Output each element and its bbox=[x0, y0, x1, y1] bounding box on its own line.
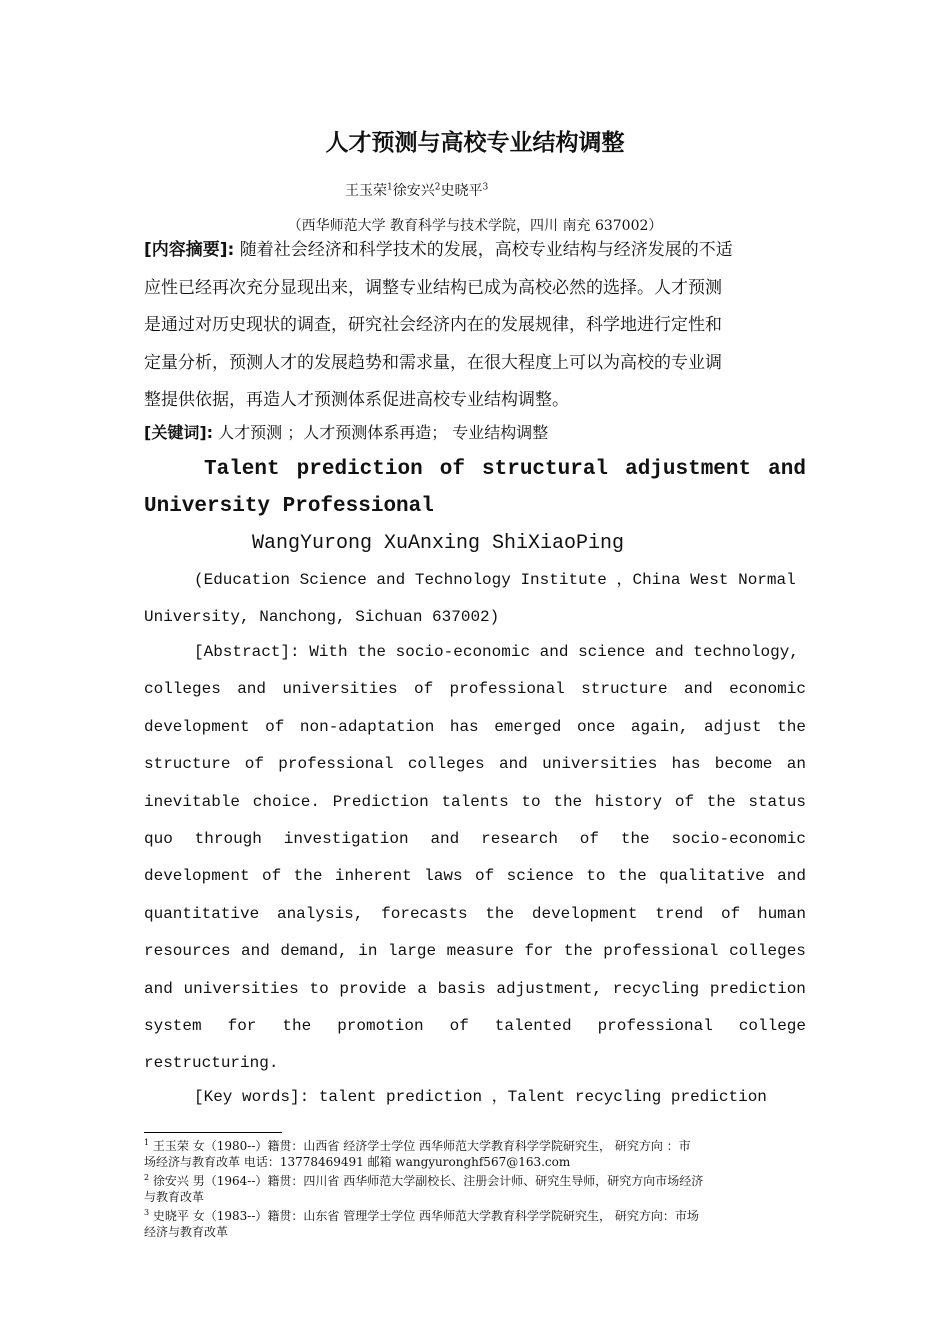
word: quantitative bbox=[144, 904, 260, 923]
word: choice. bbox=[252, 792, 320, 811]
word: trend bbox=[655, 904, 704, 923]
abstract-line bbox=[144, 896, 806, 933]
footnote-mark: 2 bbox=[144, 1173, 150, 1182]
word: the bbox=[777, 717, 806, 736]
word: history bbox=[594, 792, 663, 811]
word: emerged bbox=[494, 717, 562, 736]
abstract-line: 定量分析，预测人才的发展趋势和需求量，在很大程度上可以为高校的专业调 bbox=[144, 352, 722, 373]
word: of bbox=[413, 680, 434, 699]
footnotes bbox=[144, 1135, 806, 1240]
keywords-label-cn: [关键词]: bbox=[144, 423, 214, 442]
abstract-line: 随着社会经济和科学技术的发展，高校专业结构与经济发展的不适 bbox=[239, 240, 733, 260]
word: status bbox=[748, 792, 806, 811]
title-word: structural bbox=[482, 458, 609, 481]
word: to bbox=[586, 867, 606, 886]
abstract-line: restructuring. bbox=[144, 1054, 279, 1073]
title-word: prediction bbox=[296, 458, 423, 481]
word: development bbox=[144, 867, 250, 886]
footnote bbox=[144, 1135, 806, 1155]
abstract-line: 是通过对历史现状的调查，研究社会经济内在的发展规律，科学地进行定性和 bbox=[144, 315, 722, 335]
word: in bbox=[358, 942, 378, 961]
title-word: of bbox=[439, 458, 465, 481]
word: analysis, bbox=[276, 904, 364, 923]
word: recycling bbox=[612, 979, 700, 998]
word: of bbox=[265, 717, 285, 736]
word: of bbox=[474, 867, 495, 886]
word: to bbox=[521, 792, 541, 811]
word: and bbox=[777, 867, 806, 886]
word: non-adaptation bbox=[299, 717, 435, 736]
word: universities bbox=[183, 979, 299, 998]
abstract-line bbox=[144, 933, 806, 970]
word: the bbox=[553, 792, 583, 811]
abstract-line bbox=[144, 709, 806, 746]
keywords-text-cn: 人才预测 ；人才预测体系再造； 专业结构调整 bbox=[218, 423, 549, 442]
affiliation-line: (Education Science and Technology Institute ，China West Normal bbox=[194, 571, 796, 589]
word: promotion bbox=[337, 1017, 424, 1036]
title-word: and bbox=[768, 458, 806, 481]
footnote-mark: 3 bbox=[482, 182, 489, 193]
word: through bbox=[194, 830, 262, 849]
title-word: Talent bbox=[204, 458, 280, 481]
abstract-line bbox=[144, 858, 806, 895]
word: the bbox=[282, 1017, 312, 1036]
word: colleges bbox=[407, 755, 485, 774]
word: talents bbox=[441, 792, 509, 811]
word: the bbox=[293, 867, 323, 886]
footnote-text: 场经济与教育改革 电话：13778469491 邮箱 wangyuronghf567@163.com bbox=[144, 1154, 571, 1169]
author-name: 王玉荣 bbox=[345, 183, 387, 199]
abstract-line bbox=[144, 671, 806, 708]
authors-cn bbox=[345, 180, 488, 200]
word: of bbox=[262, 867, 282, 886]
affiliation-en bbox=[144, 562, 806, 637]
word: has bbox=[449, 717, 479, 736]
word: a bbox=[417, 979, 427, 998]
abstract-line bbox=[144, 784, 806, 821]
abstract-en bbox=[144, 634, 806, 1083]
word: and bbox=[241, 942, 270, 961]
footnote-text: 经济与教育改革 bbox=[144, 1224, 229, 1239]
word: provide bbox=[339, 979, 407, 998]
footnote-text: 史晓平 女（1983--）籍贯：山东省 管理学士学位 西华师范大学教育科学学院研究生， 研究方向：市场 bbox=[152, 1209, 699, 1223]
abstract-line bbox=[144, 821, 806, 858]
paper-title-cn: 人才预测与高校专业结构调整 bbox=[325, 130, 625, 156]
title-en-line bbox=[144, 451, 806, 488]
word: laws bbox=[424, 867, 463, 886]
author-name: 史晓平 bbox=[440, 183, 483, 199]
word: has bbox=[671, 755, 701, 774]
keywords-cn bbox=[144, 414, 806, 452]
word: of bbox=[721, 904, 741, 923]
word: and bbox=[430, 830, 460, 849]
footnote-mark: 1 bbox=[144, 1138, 150, 1147]
word: demand, bbox=[280, 942, 348, 961]
word: development bbox=[531, 904, 638, 923]
word: and bbox=[144, 979, 173, 998]
word: development bbox=[144, 717, 250, 736]
word: college bbox=[738, 1017, 806, 1036]
word: resources bbox=[144, 942, 231, 961]
word: large bbox=[388, 942, 437, 961]
word: professional bbox=[597, 1017, 713, 1036]
word: for bbox=[227, 1017, 257, 1036]
keywords-en bbox=[144, 1079, 806, 1116]
word: professional bbox=[603, 942, 719, 961]
word: colleges bbox=[144, 680, 221, 699]
affiliation-line: University, Nanchong, Sichuan 637002) bbox=[144, 608, 500, 627]
word: structure bbox=[581, 680, 668, 699]
word: once bbox=[576, 717, 616, 736]
word: investigation bbox=[283, 830, 409, 849]
abstract-line: [Abstract]: With the socio-economic and science and technology, bbox=[194, 643, 799, 661]
word: universities bbox=[542, 755, 658, 774]
word: economic bbox=[729, 680, 806, 699]
keywords-line-en: [Key words]: talent prediction ，Talent recycling prediction bbox=[194, 1088, 767, 1106]
word: the bbox=[563, 942, 593, 961]
title-en-line: University Professional bbox=[144, 495, 434, 518]
affiliation-cn: （西华师范大学 教育科学与技术学院，四川 南充 637002） bbox=[287, 218, 663, 234]
word: universities bbox=[282, 680, 398, 699]
word: basis bbox=[437, 979, 486, 998]
word: human bbox=[757, 904, 806, 923]
word: for bbox=[524, 942, 554, 961]
word: qualitative bbox=[659, 867, 765, 886]
footnote-text: 徐安兴 男（1964--）籍贯：四川省 西华师范大学副校长、注册会计师、研究生导师，研究方向市场经济 bbox=[152, 1174, 704, 1188]
word: of bbox=[579, 830, 599, 849]
word: adjustment, bbox=[496, 979, 603, 998]
word: talented bbox=[494, 1017, 572, 1036]
word: quo bbox=[144, 830, 173, 849]
word: socio-economic bbox=[671, 830, 806, 849]
author-name: 徐安兴 bbox=[392, 183, 435, 199]
word: and bbox=[683, 680, 713, 699]
word: professional bbox=[278, 755, 394, 774]
word: an bbox=[786, 755, 806, 774]
word: the bbox=[620, 830, 650, 849]
abstract-line: 应性已经再次充分显现出来，调整专业结构已成为高校必然的选择。人才预测 bbox=[144, 277, 722, 298]
word: adjust bbox=[704, 717, 762, 736]
word: become bbox=[714, 755, 773, 774]
word: of bbox=[244, 755, 264, 774]
word: inevitable bbox=[144, 792, 241, 811]
word: prediction bbox=[709, 979, 806, 998]
authors-en: WangYurong XuAnxing ShiXiaoPing bbox=[252, 532, 625, 555]
word: the bbox=[617, 867, 647, 886]
word: science bbox=[506, 867, 574, 886]
word: and bbox=[237, 680, 266, 699]
footnote-divider bbox=[144, 1132, 282, 1133]
word: system bbox=[144, 1017, 202, 1036]
footnote bbox=[144, 1170, 806, 1190]
word: again, bbox=[630, 717, 689, 736]
footnote-mark: 1 bbox=[387, 182, 393, 193]
abstract-line bbox=[144, 1008, 806, 1045]
word: structure bbox=[144, 755, 231, 774]
footnote-mark: 3 bbox=[144, 1208, 150, 1217]
paper-title-en bbox=[144, 451, 806, 525]
word: forecasts bbox=[381, 904, 468, 923]
abstract-line bbox=[144, 746, 806, 783]
title-word: adjustment bbox=[625, 458, 752, 481]
abstract-line: 整提供依据，再造人才预测体系促进高校专业结构调整。 bbox=[144, 390, 569, 410]
word: Prediction bbox=[332, 792, 429, 811]
word: colleges bbox=[729, 942, 806, 961]
word: measure bbox=[446, 942, 514, 961]
abstract-line bbox=[144, 971, 806, 1008]
word: of bbox=[449, 1017, 469, 1036]
footnote-mark: 2 bbox=[434, 182, 441, 193]
footnote bbox=[144, 1205, 806, 1225]
footnote-text: 王玉荣 女（1980--）籍贯：山西省 经济学士学位 西华师范大学教育科学学院研究生， 研究方向 ：市 bbox=[152, 1139, 691, 1153]
word: professional bbox=[449, 680, 565, 699]
word: the bbox=[485, 904, 515, 923]
footnote-text: 与教育改革 bbox=[144, 1189, 205, 1204]
word: and bbox=[498, 755, 528, 774]
abstract-label-cn: [内容摘要]: bbox=[144, 240, 235, 260]
word: the bbox=[706, 792, 736, 811]
word: to bbox=[309, 979, 329, 998]
word: of bbox=[674, 792, 695, 811]
abstract-cn bbox=[144, 232, 806, 420]
word: research bbox=[481, 830, 558, 849]
word: inherent bbox=[334, 867, 412, 886]
